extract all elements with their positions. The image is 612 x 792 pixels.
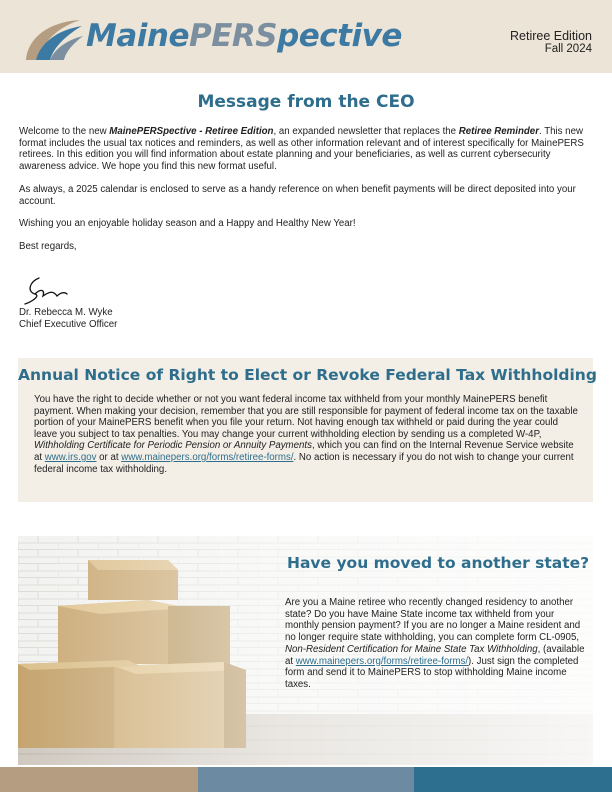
tax-notice-body: You have the right to decide whether or not you want federal income tax withheld from your monthly MainePERS benefit payment. When making your decision, remember that you are still responsible for payment of federal income tax on the taxable portion of your MainePERS benefit when you file your return. Not having enough tax withheld or paid during the year could leave you subject to tax penalties. You may change your current withholding election by sending us a completed W-4P, Withholding Certificate for Periodic Pension or Annuity Payments, which you can find on the Internal Revenue Service website at www.irs.gov or at www.mainepers.org/forms/retiree-forms/. No action is necessary if you do not wish to change your current federal income tax withholding. (34, 394, 578, 475)
moved-state-section (18, 536, 593, 765)
ceo-paragraph-3: Wishing you an enjoyable holiday season and a Happy and Healthy New Year! (19, 218, 356, 230)
moved-state-body: Are you a Maine retiree who recently changed residency to another state? Do you have Maine State income tax withheld from your monthly pension payment? If you are no longer a Maine resident and no longer require state withholding, you can complete form CL-0905, Non-Resident Certification for Maine State Tax Withholding, (available at www.mainepers.org/forms/retiree-forms/). Just sign the completed form and send it to MainePERS to stop withholding Maine income taxes. (285, 597, 585, 690)
footer-segment-gray (198, 767, 414, 792)
ceo-signoff (19, 307, 117, 331)
ceo-name: Dr. Rebecca M. Wyke (19, 307, 113, 318)
footer-segment-blue (414, 767, 612, 792)
irs-link[interactable]: www.irs.gov (44, 451, 97, 463)
ceo-signature-icon (19, 274, 69, 306)
masthead (0, 0, 612, 73)
ceo-role: Chief Executive Officer (19, 319, 118, 330)
ceo-message-body (19, 126, 593, 264)
edition-label (510, 30, 592, 56)
edition-name: Retiree Edition (510, 29, 592, 43)
retiree-forms-link[interactable]: www.mainepers.org/forms/retiree-forms/ (295, 655, 469, 667)
logo-swoosh-icon (22, 16, 84, 62)
moved-state-title: Have you moved to another state? (287, 554, 590, 572)
ceo-message-title: Message from the CEO (197, 92, 415, 112)
ceo-paragraph-1: Welcome to the new MainePERSpective - Retiree Edition, an expanded newsletter that replaces the Retiree Reminder. This new format includes the usual tax notices and reminders, as well as other information relevant and of interest specifically for MainePERS retirees. In this edition you will find information about estate planning and your beneficiaries, as well as current cybersecurity awareness advice. We hope you find this new format useful. (19, 126, 584, 173)
ceo-closing: Best regards, (19, 240, 77, 252)
footer-color-bar (0, 767, 612, 792)
w4p-form-name: Withholding Certificate for Periodic Pension or Annuity Payments (34, 440, 312, 452)
footer-segment-tan (0, 767, 198, 792)
tax-withholding-notice (18, 358, 597, 502)
ceo-paragraph-2: As always, a 2025 calendar is enclosed to serve as a handy reference on when benefit payments will be direct deposited into your account. (19, 183, 576, 207)
retiree-forms-link[interactable]: www.mainepers.org/forms/retiree-forms/ (121, 451, 294, 463)
tax-notice-title: Annual Notice of Right to Elect or Revoke Federal Tax Withholding (18, 366, 597, 384)
cl0905-form-name: Non-Resident Certification for Maine State Tax Withholding (285, 643, 538, 655)
brand-logo-text: MainePERSpective (86, 18, 402, 54)
edition-season: Fall 2024 (544, 43, 592, 55)
